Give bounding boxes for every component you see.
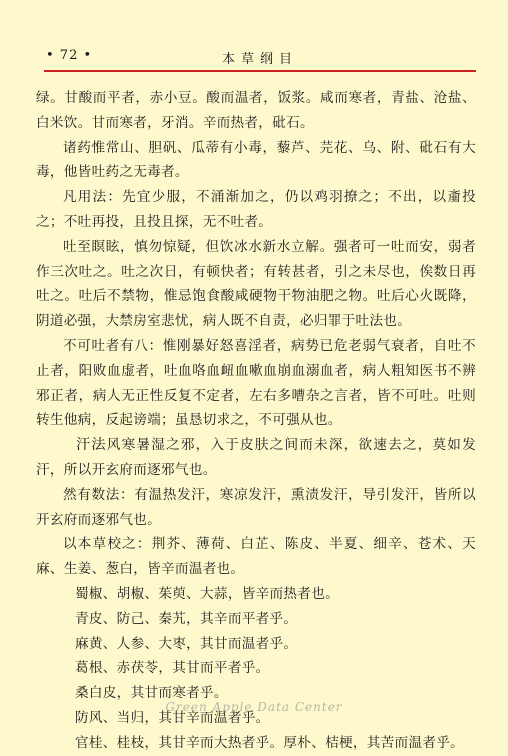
method-paragraph <box>36 433 476 483</box>
herb-line: 防风、当归，其甘辛而温者乎。 <box>75 709 270 726</box>
herb-line: 麻黄、人参、大枣，其甘而温者乎。 <box>75 635 298 652</box>
herb-line: 青皮、防己、秦艽，其辛而平者乎。 <box>75 610 298 627</box>
paragraph: 诸药惟常山、胆矾、瓜蒂有小毒，藜芦、芫花、乌、附、砒石有大毒，他皆吐药之无毒者。 <box>36 139 476 181</box>
paragraph: 凡用法：先宜少服，不涌渐加之，仍以鸡羽撩之；不出，以齑投之；不吐再投，且投且探，无不吐者。 <box>36 189 476 230</box>
book-title: 本草纲目 <box>221 52 298 67</box>
header-rule <box>44 70 476 72</box>
paragraph: 不可吐者有八：惟刚暴好怒喜淫者，病势已危老弱气衰者，自吐不止者，阳败血虚者，吐血咯血衄血嗽血崩血溺血者，病人粗知医书不辨邪正者，病人无正性反复不定者，左右多嘈杂之言者，皆不可吐。吐则转生他病，反起谤端；虽恳切求之，不可强从也。 <box>36 337 476 429</box>
page-number: • 72 • <box>46 48 93 63</box>
herb-line: 蜀椒、胡椒、茱萸、大蒜，皆辛而热者也。 <box>75 585 339 602</box>
herb-line: 葛根、赤茯苓，其甘而平者乎。 <box>75 660 270 677</box>
paragraph: 以本草校之：荆芥、薄荷、白芷、陈皮、半夏、细辛、苍术、天麻、生姜、葱白，皆辛而温者也。 <box>36 536 476 578</box>
page-header <box>44 48 476 68</box>
paragraph: 吐至瞑眩，慎勿惊疑，但饮冰水新水立解。强者可一吐而安，弱者作三次吐之。吐之次日，有顿快者；有转甚者，引之未尽也，俟数日再吐之。吐后不禁物，惟忌饱食酸咸硬物干物油肥之物。吐后心火既降，阴道必强，大禁房室悲忧，病人既不自责，必归罪于吐法也。 <box>36 238 476 330</box>
herb-line: 桑白皮，其甘而寒者乎。 <box>75 685 228 702</box>
method-text: 风寒暑湿之邪，入于皮肤之间而未深，欲速去之，莫如发汗，所以开玄府而逐邪气也。 <box>36 437 476 478</box>
method-term: 汗法 <box>76 437 107 454</box>
paragraph: 然有数法：有温热发汗，寒凉发汗，熏渍发汗，导引发汗，皆所以开玄府而逐邪气也。 <box>36 486 476 528</box>
herb-line: 官桂、桂枝，其甘辛而大热者乎。厚朴、桔梗，其苦而温者乎。 <box>75 734 465 751</box>
watermark: Green Apple Data Center <box>165 700 343 714</box>
page-body <box>36 86 476 756</box>
paragraph: 绿。甘酸而平者，赤小豆。酸而温者，饭浆。咸而寒者，青盐、沧盐、白米饮。甘而寒者，牙消。辛而热者，砒石。 <box>36 90 476 131</box>
